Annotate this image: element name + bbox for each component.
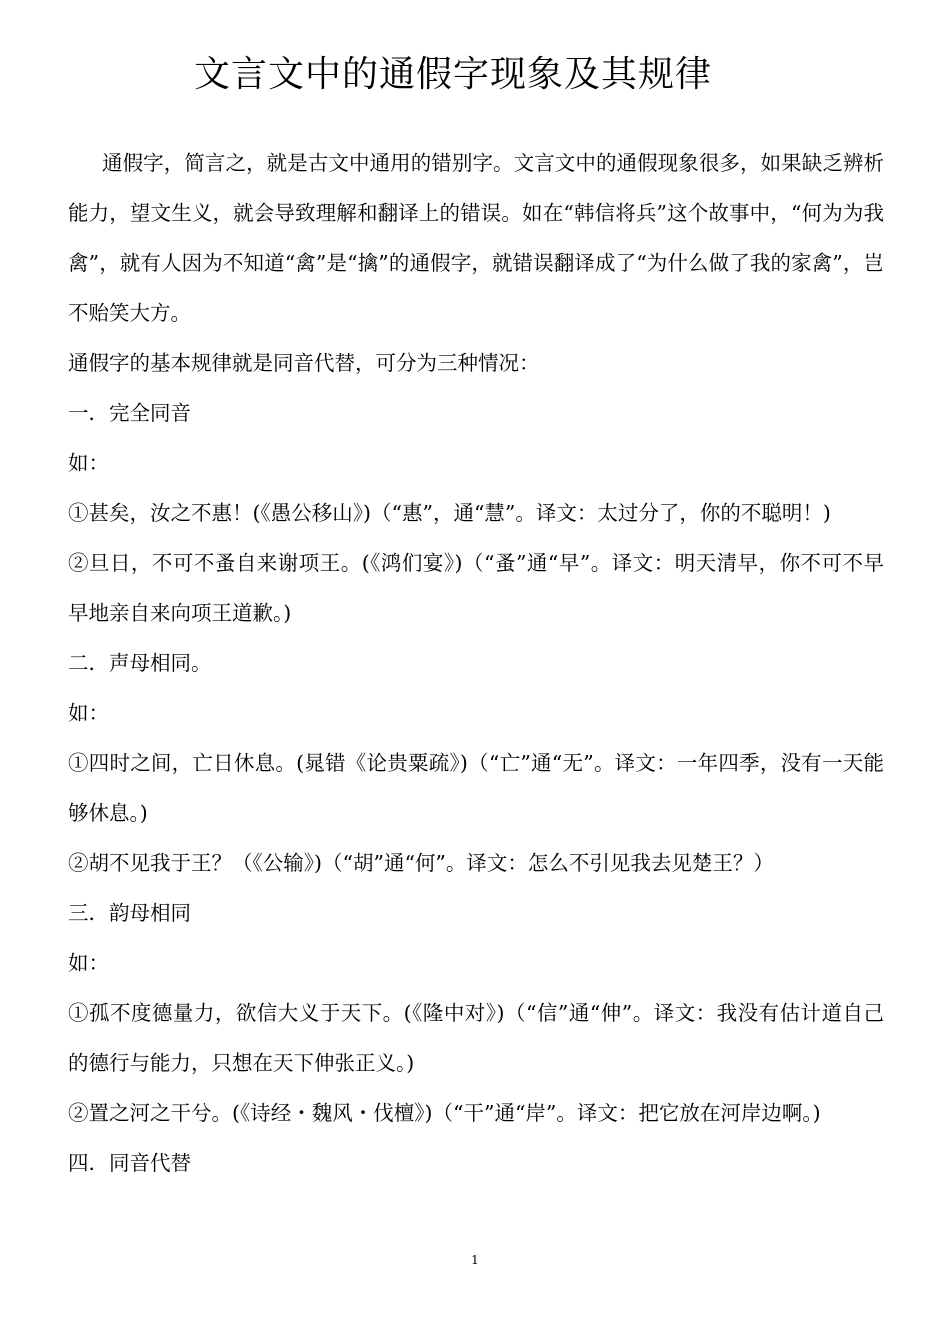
intro-paragraph: 通假字，简言之，就是古文中通用的错别字。文言文中的通假现象很多，如果缺乏辨析能力，望文生义，就会导致理解和翻译上的错误。如在“韩信将兵”这个故事中，“何为为我禽”，就有人因为不知道“禽”是“擒”的通假字，就错误翻译成了“为什么做了我的家禽”，岂不贻笑大方。 xyxy=(68,151,884,325)
example-label: 如： xyxy=(68,701,109,725)
example-3-1: ①孤不度德量力，欲信大义于天下。(《隆中对》)（“信”通“伸”。译文：我没有估计道自己的德行与能力，只想在天下伸张正义。) xyxy=(68,1001,884,1075)
rule-summary: 通假字的基本规律就是同音代替，可分为三种情况： xyxy=(68,351,540,375)
section-heading-1: 一．完全同音 xyxy=(68,401,191,425)
example-1-1: ①甚矣，汝之不惠！(《愚公移山》)（“惠”，通“慧”。译文：太过分了，你的不聪明！) xyxy=(68,501,831,525)
section-heading-3: 三．韵母相同 xyxy=(68,901,191,925)
example-2-2: ②胡不见我于王？（《公输》)（“胡”通“何”。译文：怎么不引见我去见楚王？） xyxy=(68,851,774,875)
page-number: 1 xyxy=(471,1253,479,1267)
example-label: 如： xyxy=(68,451,109,475)
example-3-2: ②置之河之干兮。(《诗经・魏风・伐檀》)（“干”通“岸”。译文：把它放在河岸边啊。) xyxy=(68,1101,821,1125)
section-heading-2: 二．声母相同。 xyxy=(68,651,212,675)
document-title: 文言文中的通假字现象及其规律 xyxy=(193,54,712,95)
example-2-1: ①四时之间，亡日休息。(晁错《论贵粟疏》)（“亡”通“无”。译文：一年四季，没有一天能够休息。) xyxy=(68,751,884,825)
example-1-2: ②旦日，不可不蚤自来谢项王。(《鸿们宴》)（“蚤”通“早”。译文：明天清早，你不可不早早地亲自来向项王道歉。) xyxy=(68,551,884,625)
section-heading-4: 四．同音代替 xyxy=(68,1151,191,1175)
document-body xyxy=(68,138,884,1188)
example-label: 如： xyxy=(68,951,109,975)
